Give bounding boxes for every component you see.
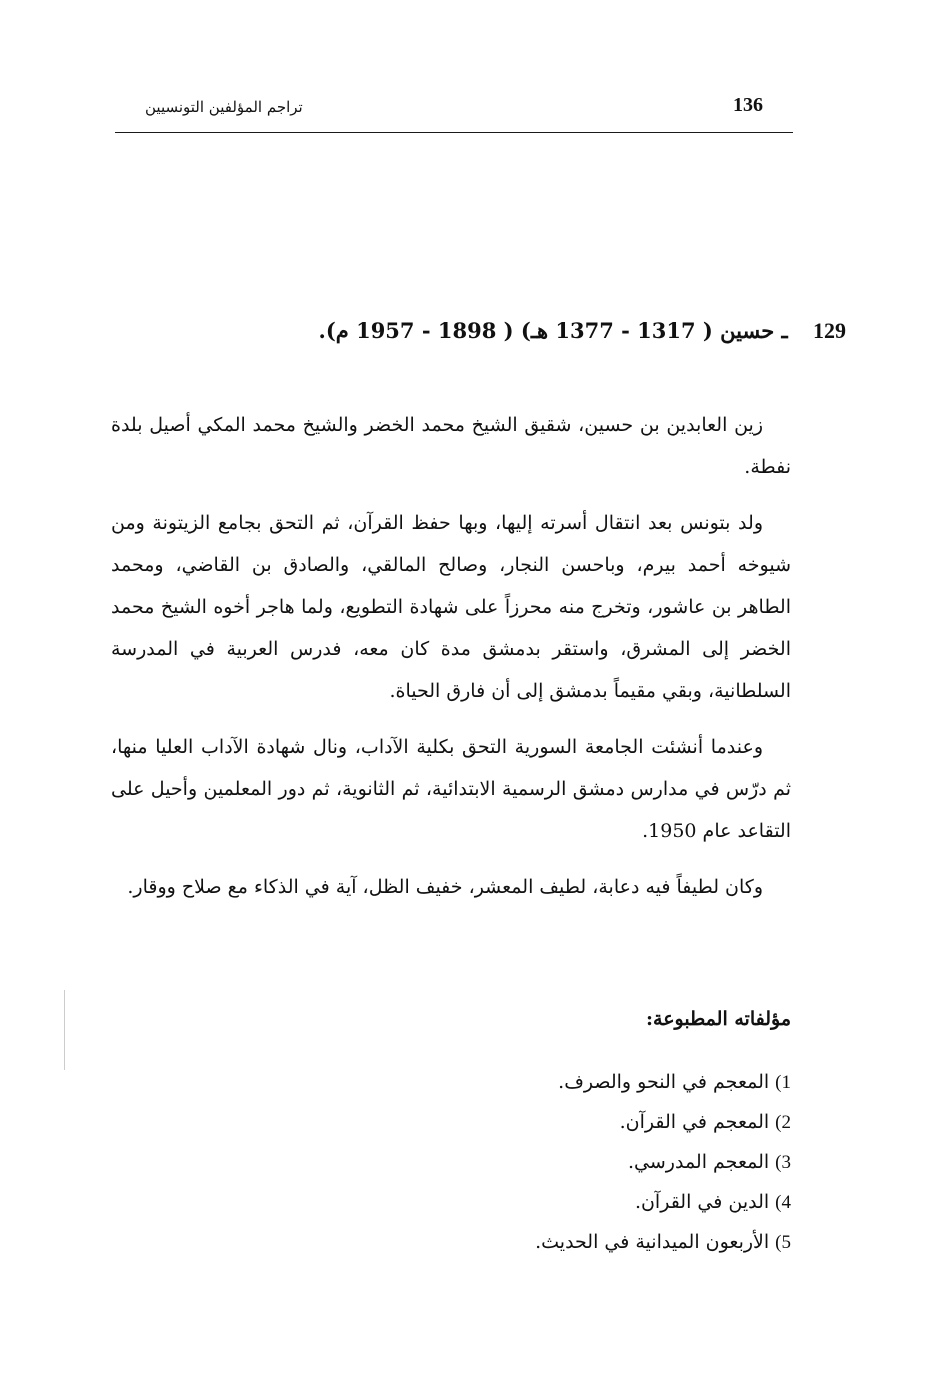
list-item (371, 1062, 791, 1102)
paragraph: وكان لطيفاً فيه دعابة، لطيف المعشر، خفيف الظل، آية في الذكاء مع صلاح ووقار. (127, 876, 763, 898)
list-item (371, 1142, 791, 1182)
entry-heading (106, 318, 846, 344)
list-item-text: المعجم في النحو والصرف. (558, 1071, 770, 1093)
list-item-number: 1) (775, 1072, 791, 1093)
works-heading: مؤلفاته المطبوعة: (646, 1008, 791, 1030)
list-item-text: المعجم المدرسي. (628, 1151, 770, 1173)
paragraph: ولد بتونس بعد انتقال أسرته إليها، وبها حفظ القرآن، ثم التحق بجامع الزيتونة ومن شيوخه أحمد بيرم، وباحسن النجار، وصالح المالقي، والصادق بن القاضي، ومحمد الطاهر بن عاشور، وتخرج منه محرزاً على شهادة التطويع، ولما هاجر أخوه الشيخ محمد الخضر إلى المشرق، واستقر بدمشق مدة كان معه، فدرس العربية في المدرسة السلطانية، وبقي مقيماً بدمشق إلى أن فارق الحياة. (111, 512, 791, 702)
list-item (371, 1102, 791, 1142)
list-item-number: 4) (775, 1192, 791, 1213)
list-item-number: 5) (775, 1232, 791, 1253)
list-item (371, 1222, 791, 1262)
running-title: تراجم المؤلفين التونسيين (145, 98, 303, 116)
running-header (115, 92, 793, 133)
paragraph: وعندما أنشئت الجامعة السورية التحق بكلية الآداب، ونال شهادة الآداب العليا منها، ثم درّس في مدارس دمشق الرسمية الابتدائية، ثم الثانوية، ثم دور المعلمين وأحيل على التقاعد عام 1950. (111, 736, 792, 842)
list-item-number: 2) (775, 1112, 791, 1133)
entry-number: 129 (813, 318, 846, 343)
list-item-text: الأربعون الميدانية في الحديث. (535, 1231, 770, 1253)
paragraph: زين العابدين بن حسين، شقيق الشيخ محمد الخضر والشيخ محمد المكي أصيل بلدة نفطة. (111, 414, 791, 478)
list-item (371, 1182, 791, 1222)
list-item-number: 3) (775, 1152, 791, 1173)
works-list (371, 1062, 791, 1262)
biography-text (111, 404, 791, 922)
page-number: 136 (733, 94, 763, 116)
scan-margin-line (64, 990, 65, 1070)
entry-title: ـ حسين ( 1317 - 1377 هـ) ( 1898 - 1957 م). (318, 318, 788, 343)
list-item-text: الدين في القرآن. (634, 1191, 770, 1213)
list-item-text: المعجم في القرآن. (619, 1111, 770, 1133)
